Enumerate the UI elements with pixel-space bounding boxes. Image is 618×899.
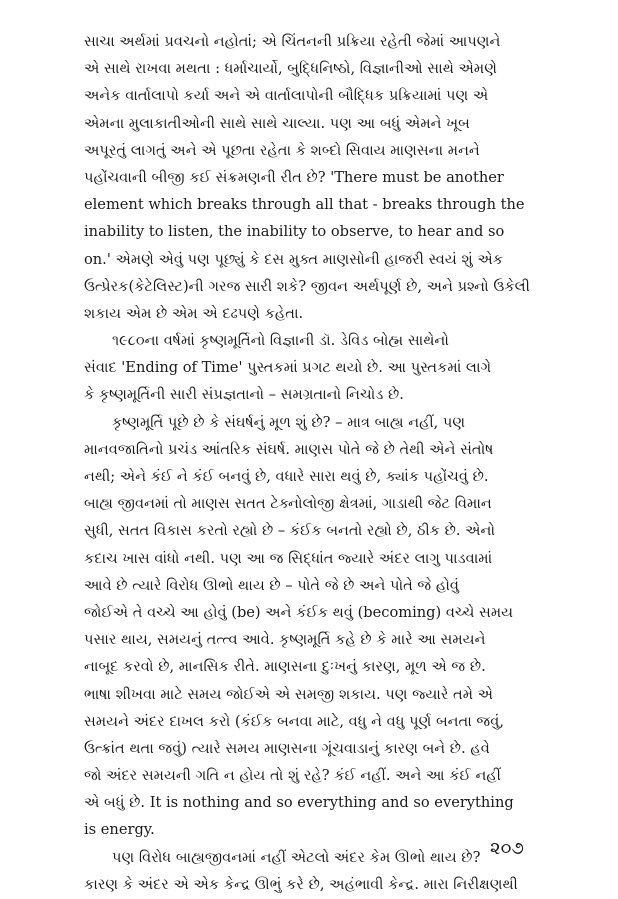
text-line: કદાચ ખાસ વાંધો નથી. પણ આ જ સિદ્ધાંત જ્યારે અંદર લાગુ પાડવામાં bbox=[84, 549, 493, 567]
text-line: પણ વિરોધ બાહ્યજીવનમાં નહીં એટલો અંદર કેમ ઊભો થાય છે? bbox=[112, 848, 481, 866]
text-line: કારણ કે અંદર એ એક કેન્દ્ર ઊભું કરે છે, અહંભાવી કેન્દ્ર. મારા નિરીક્ષણથી bbox=[84, 875, 518, 893]
page-number: ૨૦૭ bbox=[490, 838, 524, 859]
text-line: શકાય એમ છે એમ એ દઢપણે કહેતા. bbox=[84, 304, 304, 322]
text-line: પસાર થાય, સમયનું તત્ત્વ આવે. કૃષ્ણમૂર્તિ કહે છે કે મારે આ સમયને bbox=[84, 631, 486, 649]
text-line: કે કૃષ્ણમૂર્તિની સારી સંપ્રજ્ઞતાનો – સમગ્રતાનો નિચોડ છે. bbox=[84, 386, 404, 404]
body-text bbox=[84, 28, 536, 898]
text-line: is energy. bbox=[84, 821, 155, 839]
text-line: ઉત્પ્રેરક(કેટેલિસ્ટ)ની ગરજ સારી શકે? જીવન અર્થપૂર્ણ છે, અને પ્રશ્નો ઉકેલી bbox=[84, 277, 530, 295]
text-line: પહોંચવાની બીજી કઈ સંક્રમણની રીત છે? 'There must be another bbox=[84, 168, 504, 186]
text-line: નાબૂદ કરવો છે, માનસિક રીતે. માણસના દુઃખનું કારણ, મૂળ એ જ છે. bbox=[84, 658, 486, 676]
text-line: ૧૯૮૦ના વર્ષમાં કૃષ્ણમૂર્તિનો વિજ્ઞાની ડૉ. ડેવિડ બોહ્મ સાથેનો bbox=[112, 332, 449, 350]
text-line: એ સાથે રાખવા મથતા : ધર્માચાર્યો, બુદ્ધિનિષ્ઠો, વિજ્ઞાનીઓ સાથે એમણે bbox=[84, 60, 497, 78]
text-line: એ બધું છે. It is nothing and so everything and so everything bbox=[84, 794, 514, 812]
text-line: સાચા અર્થમાં પ્રવચનો નહોતાં; એ ચિંતનની પ્રક્રિયા રહેતી જેમાં આપણને bbox=[84, 33, 501, 50]
text-line: માનવજાતિનો પ્રચંડ આંતરિક સંઘર્ષ. માણસ પોતે જે છે તેથી એને સંતોષ bbox=[84, 440, 494, 458]
text-line: નથી; એને કંઈ ને કંઈ બનવું છે, વધારે સારા થવું છે, ક્યાંક પહોંચવું છે. bbox=[84, 468, 489, 485]
text-line: આવે છે ત્યારે વિરોધ ઊભો થાય છે – પોતે જે છે અને પોતે જે હોવું bbox=[84, 576, 459, 594]
text-line: ઉત્ક્રાંત થતા જવું) ત્યારે સમય માણસના ગૂંચવાડાનું કારણ બને છે. હવે bbox=[84, 739, 490, 757]
text-line: સંવાદ 'Ending of Time' પુસ્તકમાં પ્રગટ થયો છે. આ પુસ્તકમાં લાગે bbox=[84, 359, 492, 377]
text-line: અપૂરતું લાગતું અને એ પૂછતા રહેતા કે શબ્દો સિવાય માણસના મનને bbox=[84, 141, 480, 159]
text-line: on.' એમણે એવું પણ પૂછ્યું કે દસ મુક્ત માણસોની હાજરી સ્વયં શું એક bbox=[84, 250, 504, 268]
text-line: inability to listen, the inability to observe, to hear and so bbox=[84, 223, 505, 241]
text-line: અનેક વાર્તાલાપો કર્યા અને એ વાર્તાલાપોની બૌદ્ધિક પ્રક્રિયામાં પણ એ bbox=[84, 87, 489, 105]
text-line: element which breaks through all that - breaks through the bbox=[84, 196, 525, 214]
text-line: એમના મુલાકાતીઓની સાથે સાથે ચાલ્યા. પણ આ બધું એમને ખૂબ bbox=[84, 114, 470, 132]
text-line: બાહ્ય જીવનમાં તો માણસ સતત ટેક્નોલોજી ક્ષેત્રમાં, ગાડાથી જેટ વિમાન bbox=[84, 495, 492, 513]
text-line: જોઈએ તે વચ્ચે આ હોવું (be) અને કંઈક થવું (becoming) વચ્ચે સમય bbox=[84, 603, 514, 621]
text-line: ભાષા શીખવા માટે સમય જોઈએ એ સમજી શકાય. પણ જ્યારે તમે એ bbox=[84, 685, 494, 703]
text-line: કૃષ્ણમૂર્તિ પૂછે છે કે સંઘર્ષનું મૂળ શું છે? – માત્ર બાહ્ય નહીં, પણ bbox=[112, 413, 466, 431]
text-line: સુધી, સતત વિકાસ કરતો રહ્યો છે – કંઈક બનતો રહ્યો છે, ઠીક છે. એનો bbox=[84, 522, 496, 540]
text-line: જો અંદર સમયની ગતિ ન હોય તો શું રહે? કંઈ નહીં. અને આ કંઈ નહીં bbox=[84, 767, 501, 785]
text-line: સમયને અંદર દાખલ કરો (કંઈક બનવા માટે, વધુ ને વધુ પૂર્ણ બનતા જવું, bbox=[84, 712, 504, 730]
